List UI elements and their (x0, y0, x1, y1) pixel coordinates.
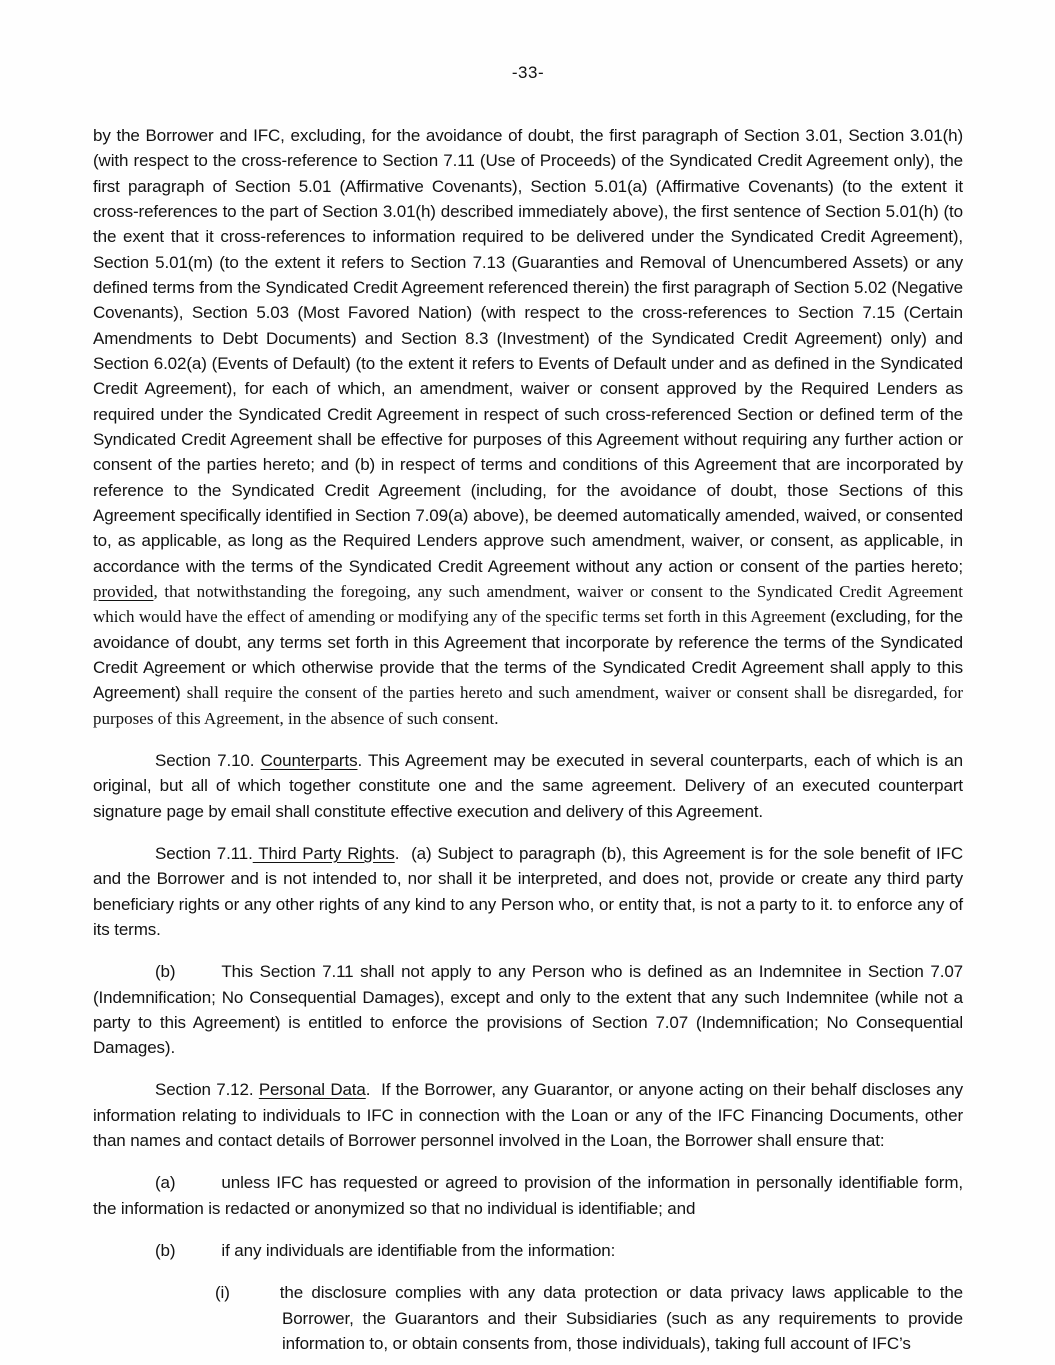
text-run: by the Borrower and IFC, excluding, for the avoidance of doubt, the first paragraph of Section 3.01, Section 3.01(h) (with respect to the cross-reference to Section 7.11 (Use of Proceeds) of the Syndicated Credit Agreement only), the first paragraph of Section 5.01 (Affirmative Covenants), Section 5.01(a) (Affirmative Covenants) (to the extent it cross-references to the part of Section 3.01(h) described immediately above), the first sentence of Section 5.01(h) (to the exent that it cross-references to information required to be delivered under the Syndicated Credit Agreement), Section 5.01(m) (to the extent it refers to Section 7.13 (Guaranties and Removal of Unencumbered Assets) or any defined terms from the Syndicated Credit Agreement referenced therein) the first paragraph of Section 5.02 (Negative Covenants), Section 5.03 (Most Favored Nation) (with respect to the cross-references to Section 7.15 (Certain Amendments to Debt Documents) and Section 8.3 (Investment) of the Syndicated Credit Agreement) only) and Section 6.02(a) (Events of Default) (to the extent it refers to Events of Default under and as defined in the Syndicated Credit Agreement), for each of which, an amendment, waiver or consent approved by the Required Lenders as required under the Syndicated Credit Agreement in respect of such cross-referenced Section or defined term of the Syndicated Credit Agreement shall be effective for purposes of this Agreement without requiring any further action or consent of the parties hereto; and (b) in respect of terms and conditions of this Agreement that are incorporated by reference to the Syndicated Credit Agreement (including, for the avoidance of doubt, those Sections of this Agreement specifically identified in Section 7.09(a) above), be deemed automatically amended, waived, or consented to, as applicable, as long as the Required Lenders approve such amendment, waiver, or consent, as applicable, in accordance with the terms of the Syndicated Credit Agreement without any action or consent of the parties hereto; (93, 126, 963, 576)
paragraph-7-11-b-indemnitee (93, 959, 963, 1060)
text-run: (excluding, for the avoidance of doubt, any terms set forth in this Agreement that incorporate by reference the terms of the Syndicated Credit Agreement or which otherwise provide that the terms of the Syndicated Credit Agreement shall apply to this Agreement) (93, 607, 963, 703)
section-title: Third Party Rights (252, 843, 395, 863)
paragraph-7-12-b-i-data-protection (215, 1280, 963, 1356)
text-run: . (a) Subject to paragraph (b), this Agreement is for the sole benefit of IFC and the Borrower and is not intended to, nor shall it be interpreted, and does not, provide or create any third party beneficiary rights or any other rights of any kind to any Person who, or entity that, is not a party to it. to enforce any of its terms. (93, 843, 963, 939)
list-label: (i) (215, 1283, 230, 1303)
paragraph-7-12-b-identifiable (93, 1238, 963, 1263)
list-label: (a) (155, 1173, 176, 1193)
paragraph-7-12-a-redaction (93, 1170, 963, 1221)
text-run: the disclosure complies with any data protection or data privacy laws applicable to the Borrower, the Guarantors and their Subsidiaries (such as any requirements to provide information to, or obtain consents from, those individuals), taking full account of IFC’s (279, 1283, 963, 1354)
paragraph-section-7-11-third-party-rights (93, 841, 963, 942)
paragraph-section-7-12-personal-data (93, 1077, 963, 1153)
provided-underlined-term: provided (93, 581, 154, 601)
page-number: -33- (511, 63, 545, 82)
list-label: (b) (155, 962, 176, 982)
text-run: , that notwithstanding the foregoing, any such amendment, waiver or consent to the Syndicated Credit Agreement which would have the effect of amending or modifying any of the specific terms set forth in this Agreement (93, 581, 963, 627)
text-run: if any individuals are identifiable from the information: (221, 1241, 616, 1261)
section-title: Counterparts (260, 750, 358, 770)
paragraph-syndicated-credit-agreement-amendments (93, 123, 963, 731)
text-run: This Section 7.11 shall not apply to any Person who is defined as an Indemnitee in Section 7.07 (Indemnification; No Consequential Damages), except and only to the extent that any such Indemnitee (while not a party to this Agreement) is entitled to enforce the provisions of Section 7.07 (Indemnification; No Consequential Damages). (93, 962, 963, 1058)
text-run: unless IFC has requested or agreed to provision of the information in personally identifiable form, the information is redacted or anonymized so that no individual is identifiable; and (93, 1173, 963, 1218)
section-title: Personal Data (258, 1080, 366, 1100)
section-number: Section 7.12. (155, 1080, 259, 1100)
list-label: (b) (155, 1241, 176, 1261)
text-run: . This Agreement may be executed in several counterparts, each of which is an original, but all of which together constitute one and the same agreement. Delivery of an executed counterpart signature page by email shall constitute effective execution and delivery of this Agreement. (93, 750, 963, 821)
section-number: Section 7.10. (155, 750, 261, 770)
text-run: . If the Borrower, any Guarantor, or anyone acting on their behalf discloses any information relating to individuals to IFC in connection with the Loan or any of the IFC Financing Documents, other than names and contact details of Borrower personnel involved in the Loan, the Borrower shall ensure that: (93, 1080, 963, 1151)
text-run: shall require the consent of the parties hereto and such amendment, waiver or consent shall be disregarded, for purposes of this Agreement, in the absence of such consent. (93, 683, 963, 728)
section-number: Section 7.11. (155, 843, 253, 863)
paragraph-section-7-10-counterparts (93, 748, 963, 824)
